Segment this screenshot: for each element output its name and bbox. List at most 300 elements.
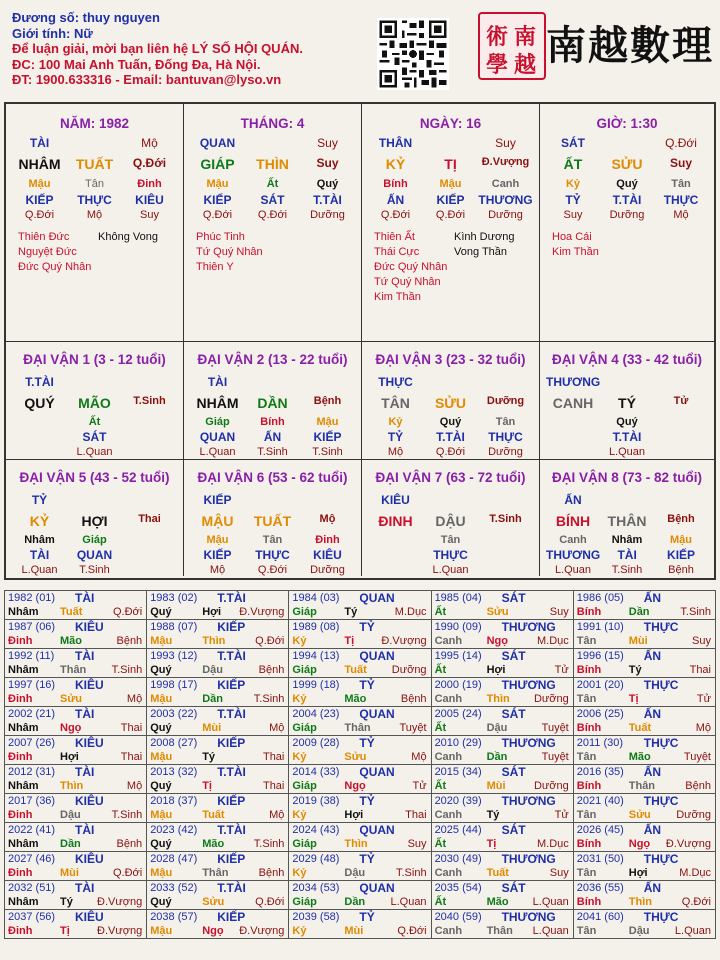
annual-row <box>5 881 716 910</box>
annual-god: TỶ <box>359 852 375 866</box>
annual-cell <box>147 794 289 823</box>
annual-year: 2026 (45) <box>576 824 624 836</box>
annual-stage: Q.Đới <box>255 635 285 647</box>
hidden-god: T.TÀI <box>612 430 642 444</box>
annual-god: T.TÀI <box>217 707 246 721</box>
annual-chi: Hợi <box>628 867 648 879</box>
pillar-title: THÁNG: 4 <box>240 116 305 131</box>
annual-chi: Ngọ <box>202 925 224 937</box>
annual-stage: Mộ <box>269 722 285 734</box>
dai-van-can: QUÝ <box>24 395 55 411</box>
annual-cell <box>573 852 715 881</box>
annual-cell-content <box>574 649 715 677</box>
annual-stage: M.Dục <box>679 867 711 879</box>
dai-van-chi: DẬU <box>435 513 466 529</box>
pillar-top-right: Suy <box>317 136 338 150</box>
hidden-god-row <box>190 430 355 444</box>
annual-chi: Mùi <box>202 722 222 734</box>
hidden-can: Quý <box>316 178 339 190</box>
annual-god: KIÊU <box>75 620 104 634</box>
star-item: Tứ Quý Nhân <box>374 276 441 288</box>
annual-can: Bính <box>576 896 602 908</box>
annual-cell-content <box>147 620 288 648</box>
annual-cell <box>573 736 715 765</box>
annual-year: 2033 (52) <box>150 882 198 894</box>
annual-year: 1995 (14) <box>434 650 482 662</box>
hidden-can: Canh <box>491 178 520 190</box>
annual-can: Bính <box>576 722 602 734</box>
annual-cell <box>431 649 573 678</box>
hidden-god-row <box>546 430 708 444</box>
star-item: Hoa Cái <box>552 231 592 243</box>
annual-cell <box>5 910 147 939</box>
annual-cell-content <box>574 591 715 619</box>
annual-chi: Tuất <box>628 722 652 734</box>
hidden-stage: Suy <box>140 209 159 221</box>
annual-stage: Tử <box>412 780 427 792</box>
spacer <box>122 446 177 458</box>
star-item: Kim Thần <box>552 246 599 258</box>
annual-can: Mậu <box>150 925 173 937</box>
annual-row <box>5 794 716 823</box>
spacer <box>300 375 355 389</box>
annual-cell <box>573 707 715 736</box>
hidden-can: Mậu <box>206 534 229 546</box>
annual-can: Kỷ <box>292 809 307 821</box>
annual-can: Ất <box>434 838 447 850</box>
annual-cell-content <box>5 620 146 648</box>
annual-can: Mậu <box>150 635 173 647</box>
annual-year: 2025 (44) <box>434 824 482 836</box>
annual-cell <box>431 910 573 939</box>
dai-van-main-row <box>546 395 708 411</box>
pillar-can: ẤT <box>563 156 583 172</box>
annual-god: SÁT <box>501 707 526 721</box>
annual-cell <box>5 736 147 765</box>
spacer <box>478 548 533 562</box>
annual-year: 2014 (33) <box>292 766 340 778</box>
annual-god: KIÊU <box>75 794 104 808</box>
phone-email: ĐT: 1900.633316 - Email: bantuvan@lyso.vn <box>12 72 282 87</box>
seal-char-4: 學 <box>486 52 509 78</box>
annual-god: TỶ <box>359 620 375 634</box>
annual-can: Giáp <box>292 780 317 792</box>
hidden-can-row <box>546 534 708 546</box>
annual-year: 2037 (56) <box>8 911 56 923</box>
annual-cell <box>289 852 431 881</box>
hidden-god-row <box>368 430 533 444</box>
annual-god: QUAN <box>359 707 395 721</box>
annual-can: Mậu <box>150 751 173 763</box>
annual-can: Bính <box>576 606 602 618</box>
annual-year: 2020 (39) <box>434 795 482 807</box>
annual-cell <box>289 823 431 852</box>
star-item: Phúc Tinh <box>196 231 245 243</box>
annual-stage: T.Sinh <box>253 838 285 850</box>
annual-stage: Dưỡng <box>676 809 711 821</box>
hidden-god: KIẾP <box>203 193 232 207</box>
annual-year: 2035 (54) <box>434 882 482 894</box>
annual-chi: Tý <box>202 751 216 763</box>
hidden-god: TÀI <box>617 548 637 562</box>
annual-cell-content <box>289 591 430 619</box>
hidden-can-row <box>368 416 533 428</box>
pillar-chi: THÌN <box>256 156 289 172</box>
annual-year: 1990 (09) <box>434 621 482 633</box>
annual-chi: Dậu <box>202 664 223 676</box>
annual-stage: Tử <box>696 693 711 705</box>
annual-can: Kỷ <box>292 751 307 763</box>
annual-chi: Tuất <box>486 867 509 879</box>
spacer <box>122 564 177 576</box>
contact-invite: Để luận giải, mời bạn liên hệ LÝ SỐ HỘI QUÁN. <box>12 41 303 56</box>
annual-table <box>4 590 716 939</box>
annual-stage: Tuyệt <box>399 722 427 734</box>
hidden-stage: Dưỡng <box>310 209 345 221</box>
annual-stage: Bệnh <box>258 867 285 879</box>
annual-chi: Dần <box>628 606 650 618</box>
annual-stage: Đ.Vượng <box>97 925 143 937</box>
annual-can: Giáp <box>292 896 317 908</box>
annual-god: QUAN <box>359 649 395 663</box>
annual-cell <box>147 736 289 765</box>
annual-can: Nhâm <box>8 664 39 676</box>
spacer <box>122 548 177 562</box>
annual-stage: Suy <box>407 838 427 850</box>
hidden-god: T.TÀI <box>436 430 465 444</box>
annual-chi: Thìn <box>60 780 84 792</box>
annual-can: Canh <box>434 925 463 937</box>
hidden-god-row <box>12 548 177 562</box>
annual-cell <box>5 823 147 852</box>
annual-can: Kỷ <box>292 867 307 879</box>
annual-cell-content <box>289 852 430 880</box>
spacer <box>245 493 300 507</box>
annual-year: 2028 (47) <box>150 853 198 865</box>
annual-chi: Tý <box>628 664 642 676</box>
annual-can: Canh <box>434 809 463 821</box>
hidden-can: Quý <box>616 178 638 190</box>
annual-chi: Sửu <box>344 751 367 763</box>
annual-cell <box>147 881 289 910</box>
seal-char-3: 術 <box>486 24 509 50</box>
hidden-stage: L.Quan <box>608 446 646 458</box>
dai-van-cell <box>184 460 362 576</box>
annual-god: TỶ <box>359 794 375 808</box>
hidden-stage: L.Quan <box>21 564 58 576</box>
dai-van-top-row <box>12 493 177 507</box>
annual-god: T.TÀI <box>217 881 246 895</box>
annual-chi: Hợi <box>202 606 222 618</box>
annual-stage: Thai <box>120 751 143 763</box>
hidden-can: Tân <box>85 178 104 190</box>
annual-stage: Suy <box>692 635 711 647</box>
annual-cell-content <box>147 765 288 793</box>
annual-cell-content <box>289 794 430 822</box>
annual-god: THỰC <box>643 620 679 634</box>
dai-van-top-god: THỰC <box>378 375 413 389</box>
annual-cell-content <box>289 910 430 938</box>
dai-van-stage: T.Sinh <box>133 395 166 407</box>
hidden-can: Mậu <box>206 178 229 190</box>
annual-god: THƯƠNG <box>501 910 556 924</box>
annual-god: ẤN <box>643 823 662 837</box>
annual-chi: Dần <box>202 693 223 705</box>
annual-cell <box>289 678 431 707</box>
dai-van-top-god: T.TÀI <box>25 375 54 389</box>
dai-van-main-row <box>12 513 177 529</box>
annual-can: Đinh <box>8 751 33 763</box>
dai-van-top-row <box>190 375 355 389</box>
annual-year: 2004 (23) <box>292 708 340 720</box>
annual-god: KIẾP <box>217 678 246 692</box>
hidden-can: Mậu <box>28 178 51 190</box>
dai-van-chi: TUẤT <box>253 513 292 529</box>
annual-year: 2015 (34) <box>434 766 482 778</box>
qr-code-icon <box>377 18 449 90</box>
annual-can: Đinh <box>8 693 33 705</box>
pillar-day <box>362 104 540 342</box>
dai-van-top-row <box>546 375 708 389</box>
hidden-can: Ất <box>88 416 101 428</box>
annual-year: 2000 (19) <box>434 679 482 691</box>
annual-cell <box>147 707 289 736</box>
annual-stage: T.Sinh <box>680 606 711 618</box>
annual-can: Ất <box>434 606 447 618</box>
annual-cell <box>289 765 431 794</box>
seal-char-1: 南 <box>514 24 537 50</box>
dai-van-stage: Tử <box>673 395 689 407</box>
annual-cell-content <box>432 649 573 677</box>
annual-chi: Ngọ <box>60 722 82 734</box>
annual-year: 2027 (46) <box>8 853 56 865</box>
annual-year: 1999 (18) <box>292 679 340 691</box>
annual-cell-content <box>432 678 573 706</box>
annual-stage: Q.Đới <box>112 606 143 618</box>
dai-van-cell <box>362 460 540 576</box>
annual-can: Canh <box>434 635 463 647</box>
annual-cell-content <box>5 852 146 880</box>
annual-can: Giáp <box>292 838 317 850</box>
dai-van-can: TÂN <box>381 395 410 411</box>
dai-van-top-row <box>546 493 708 507</box>
spacer <box>478 493 533 507</box>
stars-left <box>552 230 599 260</box>
annual-year: 2023 (42) <box>150 824 198 836</box>
star-item: Đức Quý Nhân <box>374 261 448 273</box>
annual-stage: Dưỡng <box>533 780 569 792</box>
dai-van-chi: TÝ <box>618 395 636 411</box>
annual-chi: Mùi <box>628 635 648 647</box>
annual-year: 1989 (08) <box>292 621 340 633</box>
annual-year: 2013 (32) <box>150 766 198 778</box>
annual-chi: Thân <box>60 664 87 676</box>
pillar-top-right: Mộ <box>141 136 158 150</box>
dai-van-stage: Mộ <box>319 513 336 525</box>
hidden-stage: Suy <box>563 209 583 221</box>
dai-van-cell <box>184 342 362 460</box>
annual-stage: Mộ <box>269 809 285 821</box>
annual-can: Ất <box>434 896 447 908</box>
annual-year: 2019 (38) <box>292 795 340 807</box>
dai-van-title: ĐẠI VẬN 5 (43 - 52 tuổi) <box>19 470 170 485</box>
annual-god: THỰC <box>643 678 679 692</box>
hidden-stage: Q.Đới <box>435 209 466 221</box>
hidden-can: Giáp <box>82 534 107 546</box>
annual-god: SÁT <box>501 649 526 663</box>
dai-van-stage: Dưỡng <box>486 395 525 407</box>
annual-stage: Thai <box>405 809 427 821</box>
annual-can: Bính <box>576 780 602 792</box>
star-item: Đức Quý Nhân <box>18 261 92 273</box>
annual-god: THƯƠNG <box>501 794 556 808</box>
annual-god: THƯƠNG <box>501 852 556 866</box>
annual-chi: Sửu <box>628 809 651 821</box>
spacer <box>546 430 600 444</box>
hidden-can: Đinh <box>315 534 340 546</box>
annual-cell-content <box>5 881 146 909</box>
annual-year: 2005 (24) <box>434 708 482 720</box>
annual-cell-content <box>574 823 715 851</box>
annual-chi: Ngọ <box>628 838 651 850</box>
pillar-than: Suy <box>669 156 692 170</box>
annual-stage: T.Sinh <box>253 693 285 705</box>
hidden-god: THƯƠNG <box>478 193 533 207</box>
annual-stage: M.Dục <box>536 838 569 850</box>
annual-cell <box>5 620 147 649</box>
star-item: Tứ Quý Nhân <box>196 246 263 258</box>
annual-cell <box>289 707 431 736</box>
hidden-can: Kỷ <box>388 416 403 428</box>
hidden-can: Tân <box>495 416 516 428</box>
hidden-stage: L.Quan <box>554 564 592 576</box>
annual-chi: Thìn <box>486 693 510 705</box>
annual-year: 2012 (31) <box>8 766 56 778</box>
annual-god: SÁT <box>501 591 526 605</box>
annual-cell <box>147 910 289 939</box>
annual-stage: Q.Đới <box>681 896 711 908</box>
dai-van-title: ĐẠI VẬN 3 (23 - 32 tuổi) <box>375 352 526 367</box>
annual-god: TÀI <box>75 823 95 837</box>
spacer <box>478 564 533 576</box>
annual-year: 2039 (58) <box>292 911 340 923</box>
spacer <box>122 416 177 428</box>
annual-chi: Mão <box>486 896 509 908</box>
hidden-can: Mậu <box>316 416 339 428</box>
pillar-month <box>184 104 362 342</box>
annual-cell <box>573 910 715 939</box>
annual-can: Quý <box>150 664 172 676</box>
annual-year: 2041 (60) <box>576 911 624 923</box>
hidden-can: Quý <box>439 416 462 428</box>
annual-row <box>5 591 716 620</box>
annual-can: Bính <box>576 664 602 676</box>
annual-chi: Mão <box>628 751 651 763</box>
spacer <box>423 493 478 507</box>
hidden-god: TỶ <box>565 193 581 207</box>
annual-cell <box>5 852 147 881</box>
annual-cell-content <box>289 765 430 793</box>
annual-cell-content <box>432 823 573 851</box>
annual-cell-content <box>5 707 146 735</box>
annual-can: Canh <box>434 867 463 879</box>
spacer <box>12 446 67 458</box>
annual-chi: Mão <box>344 693 367 705</box>
annual-can: Nhâm <box>8 780 39 792</box>
hidden-stage: Q.Đới <box>24 209 55 221</box>
annual-god: KIÊU <box>75 678 104 692</box>
annual-row <box>5 620 716 649</box>
annual-can: Tân <box>576 925 597 937</box>
hidden-stage-row <box>190 446 355 458</box>
annual-god: KIẾP <box>217 852 246 866</box>
annual-god: TÀI <box>75 649 95 663</box>
dai-van-chi: THÂN <box>607 513 647 529</box>
dai-van-cell <box>540 460 714 576</box>
star-item: Thiên Ất <box>374 231 415 243</box>
annual-cell <box>573 765 715 794</box>
annual-cell-content <box>432 736 573 764</box>
annual-year: 2017 (36) <box>8 795 56 807</box>
annual-chi: Hợi <box>344 809 364 821</box>
annual-stage: Q.Đới <box>112 867 143 879</box>
hidden-stage: Dưỡng <box>609 209 645 221</box>
annual-cell-content <box>432 765 573 793</box>
annual-god: QUAN <box>359 823 395 837</box>
annual-cell <box>5 794 147 823</box>
spacer <box>67 375 122 389</box>
annual-stage: T.Sinh <box>395 867 427 879</box>
hidden-stage: Dưỡng <box>488 209 523 221</box>
annual-year: 2029 (48) <box>292 853 340 865</box>
annual-year: 2011 (30) <box>576 737 624 749</box>
dai-van-cell <box>6 342 184 460</box>
spacer <box>423 375 478 389</box>
annual-cell <box>573 881 715 910</box>
star-item: Thiên Y <box>196 261 234 273</box>
dai-van-can: ĐINH <box>378 513 413 529</box>
annual-god: KIẾP <box>217 736 246 750</box>
annual-cell <box>147 620 289 649</box>
pillar-top-right: Q.Đới <box>665 136 697 150</box>
annual-stage: M.Dục <box>536 635 569 647</box>
annual-chi: Dậu <box>60 809 81 821</box>
pillar-top-right: Suy <box>495 136 516 150</box>
annual-year: 1987 (06) <box>8 621 56 633</box>
hidden-stage: T.Sinh <box>79 564 110 576</box>
pillar-than: Đ.Vượng <box>481 156 530 168</box>
annual-stage: Suy <box>549 606 569 618</box>
annual-cell-content <box>147 910 288 938</box>
dai-van-title: ĐẠI VẬN 4 (33 - 42 tuổi) <box>551 352 703 367</box>
annual-cell-content <box>432 852 573 880</box>
annual-stage: Đ.Vượng <box>665 838 711 850</box>
dai-van-cell <box>362 342 540 460</box>
annual-can: Đinh <box>8 809 33 821</box>
annual-year: 2018 (37) <box>150 795 198 807</box>
annual-year: 2030 (49) <box>434 853 482 865</box>
annual-god: KIẾP <box>217 794 246 808</box>
annual-cell <box>431 765 573 794</box>
annual-cell <box>147 823 289 852</box>
annual-chi: Tý <box>344 606 358 618</box>
annual-god: TÀI <box>75 881 95 895</box>
annual-stage: Mộ <box>411 751 427 763</box>
hidden-can: Mậu <box>439 178 462 190</box>
annual-year: 2002 (21) <box>8 708 56 720</box>
annual-chi: Mão <box>202 838 225 850</box>
hidden-god: THỰC <box>433 548 468 562</box>
